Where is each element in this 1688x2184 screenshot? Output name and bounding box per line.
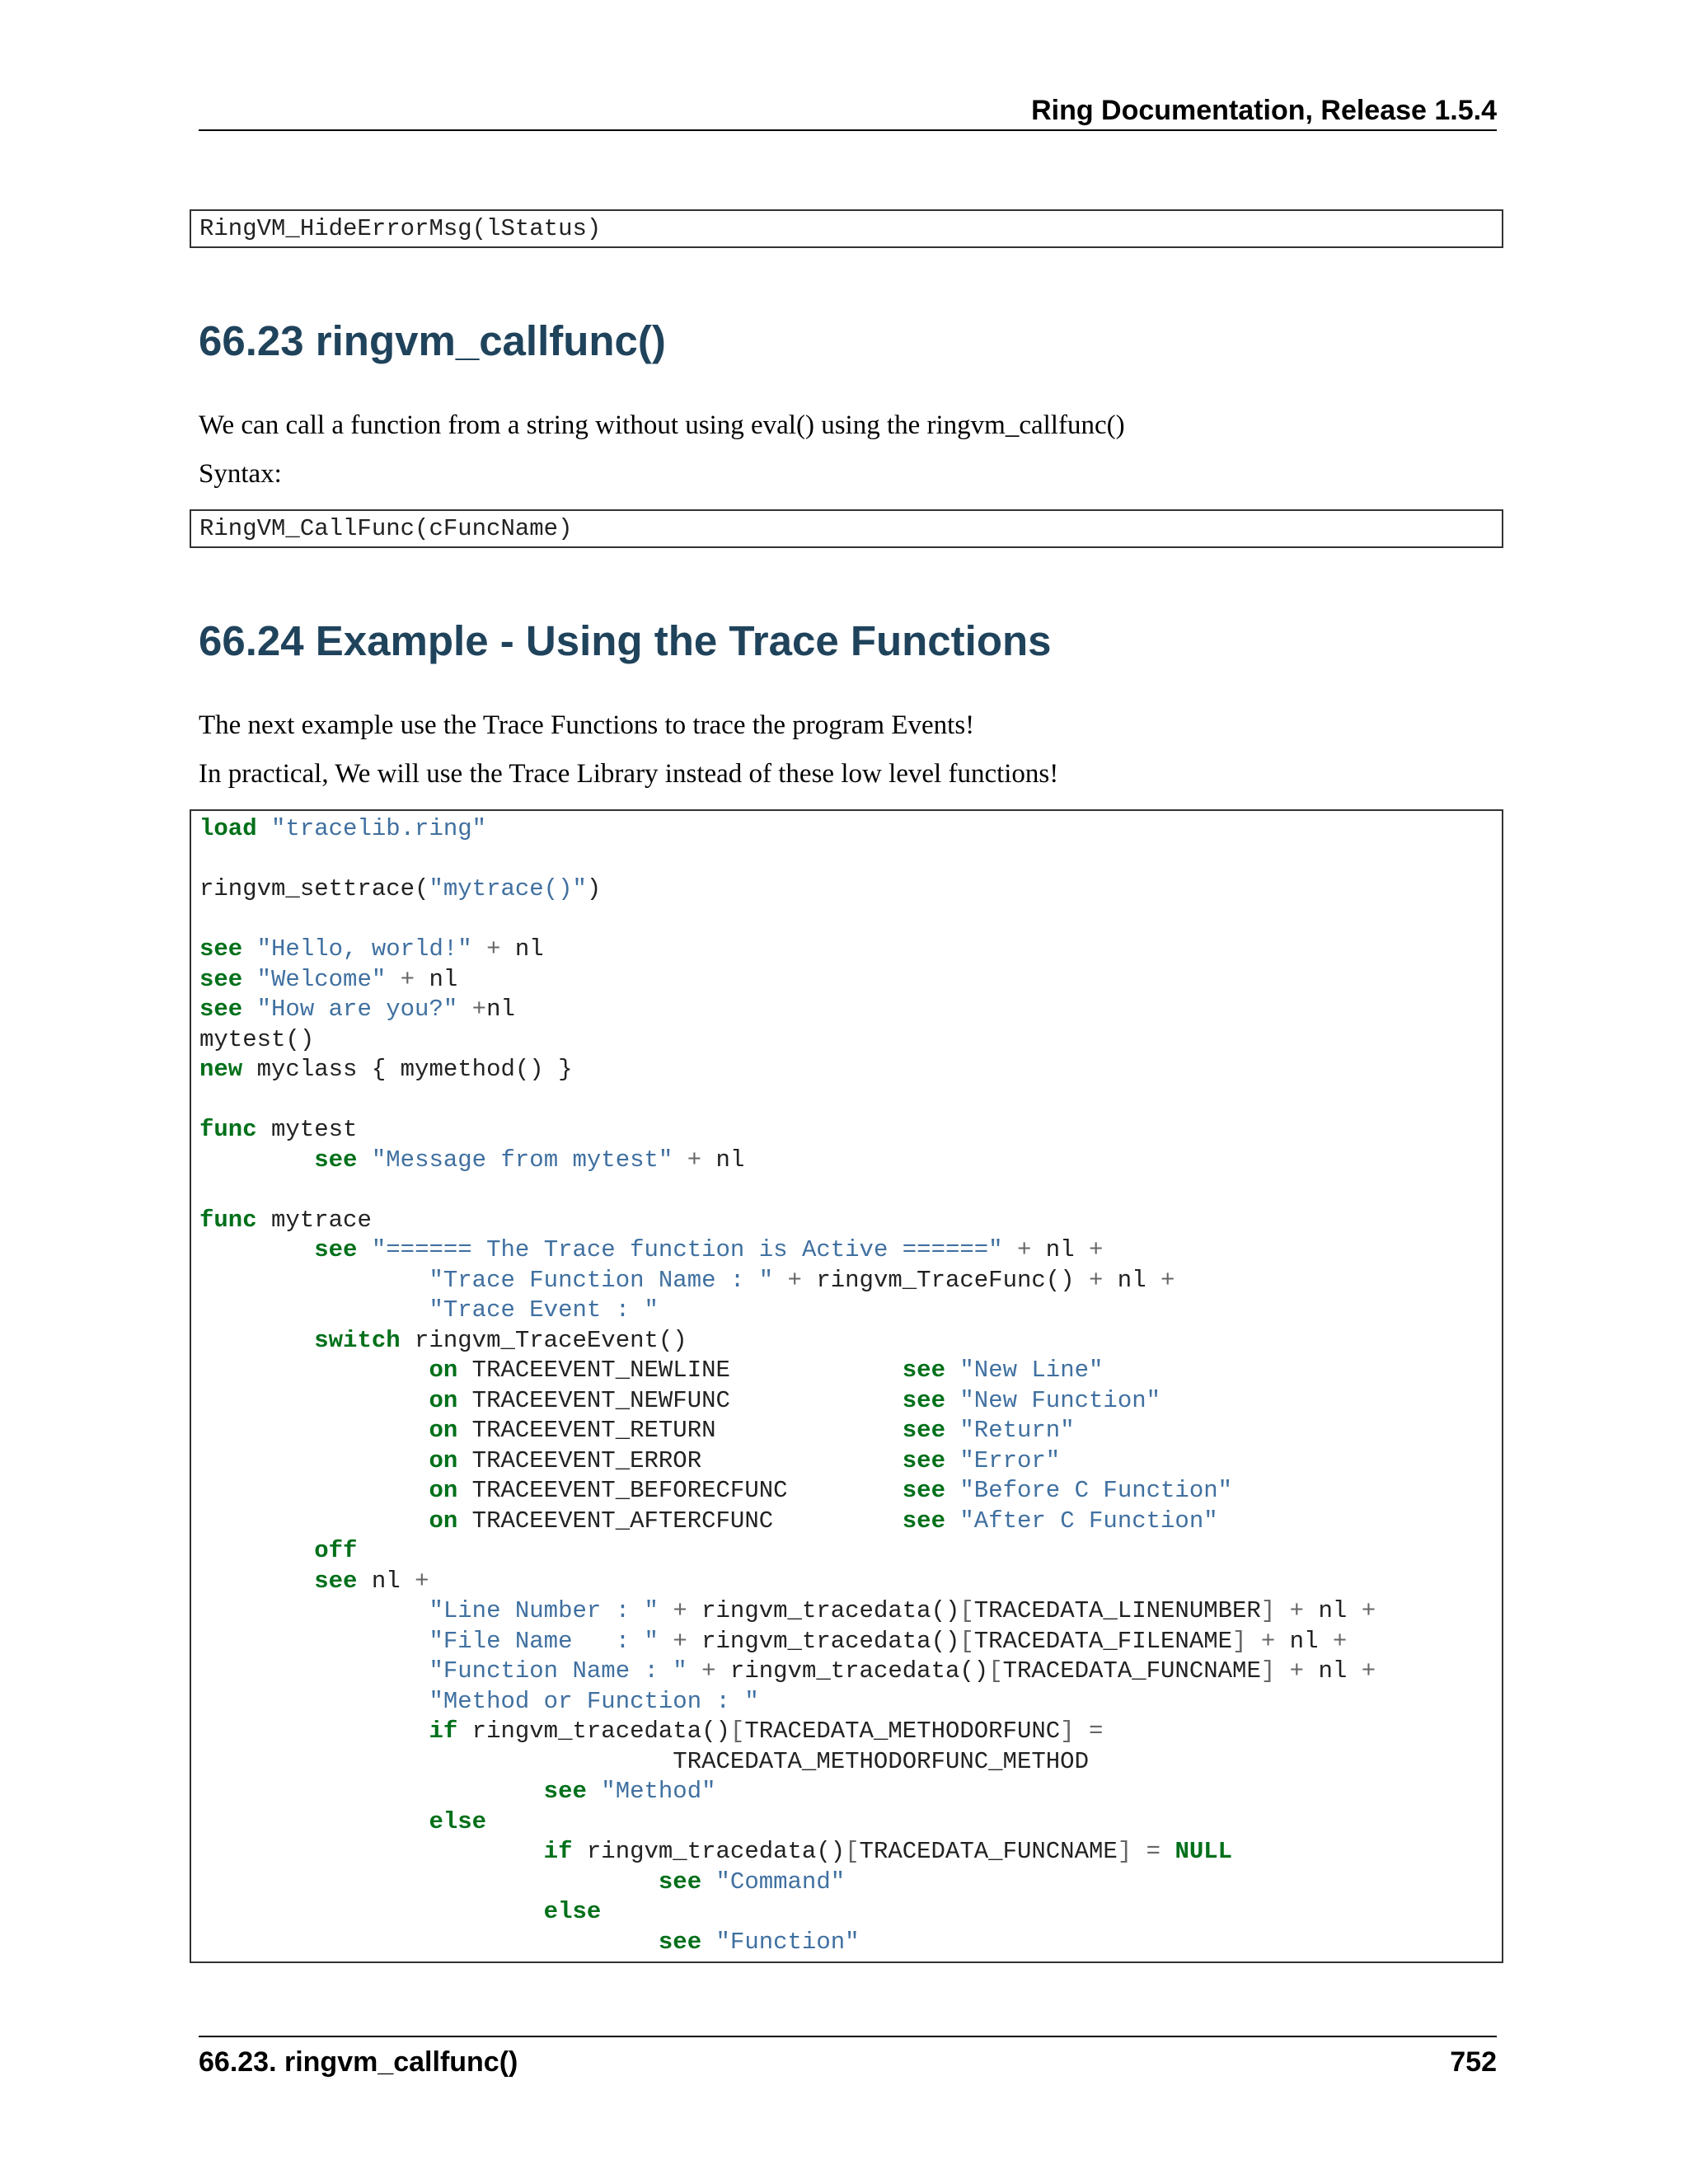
code-block-callfunc-syntax <box>190 509 1503 548</box>
code-text <box>242 966 256 993</box>
code-text <box>199 1657 429 1685</box>
code-line <box>199 1717 1493 1747</box>
code-keyword: see <box>902 1357 945 1384</box>
code-line <box>199 905 1493 935</box>
code-text <box>945 1447 959 1474</box>
code-string: "Function" <box>715 1928 860 1956</box>
code-text <box>257 815 271 842</box>
code-operator: + <box>1017 1236 1032 1263</box>
code-text: TRACEDATA_METHODORFUNC_METHOD <box>199 1747 1089 1775</box>
code-line <box>199 1507 1493 1537</box>
code-text <box>199 1417 429 1444</box>
code-text <box>701 1868 715 1896</box>
code-keyword: see <box>199 996 243 1023</box>
code-keyword: on <box>429 1477 458 1504</box>
code-string: "After C Function" <box>959 1507 1218 1535</box>
code-text: nl <box>1103 1266 1161 1294</box>
code-text <box>472 935 486 963</box>
code-text <box>1003 1236 1017 1263</box>
code-text <box>357 1146 371 1174</box>
code-text: ringvm_TraceEvent() <box>400 1326 687 1354</box>
paragraph-callfunc-intro: We can call a function from a string without using eval() using the ringvm_callfunc() <box>199 410 1125 440</box>
code-operator: [ <box>729 1718 745 1745</box>
code-operator: = <box>1146 1838 1161 1865</box>
code-keyword: switch <box>314 1326 401 1354</box>
code-block-trace-example <box>190 809 1503 1963</box>
code-text <box>1275 1597 1289 1624</box>
code-text: ringvm_tracedata() <box>687 1627 960 1655</box>
code-operator: ] <box>1060 1718 1075 1745</box>
code-text <box>701 1929 715 1956</box>
code-text <box>945 1357 959 1384</box>
code-text <box>945 1387 959 1414</box>
code-operator: + <box>1289 1657 1305 1685</box>
code-text <box>199 1267 429 1294</box>
code-keyword: see <box>314 1567 358 1595</box>
code-text <box>457 996 471 1023</box>
code-text: myclass { mymethod() } <box>242 1056 573 1083</box>
code-text <box>945 1507 959 1535</box>
code-operator: + <box>673 1627 687 1655</box>
code-text <box>1132 1838 1146 1865</box>
code-line <box>199 1446 1493 1477</box>
code-operator: + <box>471 996 487 1023</box>
code-text: TRACEDATA_METHODORFUNC <box>744 1718 1061 1745</box>
code-keyword: on <box>429 1446 458 1474</box>
code-text: ringvm_tracedata() <box>457 1718 730 1745</box>
code-text <box>199 1236 314 1263</box>
code-text <box>687 1657 701 1685</box>
code-text: ) <box>586 875 602 902</box>
code-line <box>199 1868 1493 1898</box>
code-text <box>199 1838 544 1865</box>
code-line <box>199 965 1493 996</box>
code-text <box>199 1146 314 1174</box>
code-string: "Method" <box>601 1778 716 1805</box>
code-operator: + <box>1089 1236 1104 1263</box>
code-text: TRACEDATA_LINENUMBER <box>973 1597 1261 1624</box>
code-text: TRACEEVENT_NEWLINE <box>457 1357 903 1384</box>
code-keyword: func <box>199 1116 257 1143</box>
code-operator: + <box>701 1657 716 1685</box>
code-text <box>587 1778 601 1805</box>
code-operator: ] <box>1117 1838 1132 1865</box>
code-text <box>199 1898 544 1925</box>
code-text: ringvm_tracedata() <box>715 1657 989 1685</box>
header-rule <box>199 129 1497 131</box>
code-line <box>199 935 1493 965</box>
code-operator: = <box>1089 1718 1104 1745</box>
code-text <box>242 935 256 963</box>
code-operator: + <box>1089 1266 1104 1294</box>
code-string: "Trace Event : " <box>429 1296 659 1324</box>
code-line <box>199 1175 1493 1206</box>
code-text <box>199 1929 659 1956</box>
code-line <box>199 1928 1493 1958</box>
code-line <box>199 1416 1493 1446</box>
code-string: "tracelib.ring" <box>271 815 487 842</box>
code-string: "New Function" <box>959 1386 1161 1414</box>
code-string: "Return" <box>959 1417 1075 1444</box>
code-text <box>945 1477 959 1504</box>
paragraph-example-intro: The next example use the Trace Functions to trace the program Events! <box>199 710 975 740</box>
code-keyword: see <box>658 1928 702 1956</box>
code-text <box>199 1507 429 1535</box>
code-string: "How are you?" <box>256 996 458 1023</box>
section-heading-ringvm-callfunc: 66.23 ringvm_callfunc() <box>199 317 666 364</box>
code-text: TRACEDATA_FUNCNAME <box>1002 1657 1261 1685</box>
code-keyword: see <box>902 1417 945 1444</box>
code-keyword: else <box>429 1807 487 1835</box>
footer-page-number: 752 <box>1450 2046 1497 2078</box>
code-line <box>199 1326 1493 1357</box>
code-text <box>199 1597 429 1624</box>
code-keyword: see <box>902 1386 945 1414</box>
code-text <box>945 1417 959 1444</box>
code-keyword: see <box>199 965 243 993</box>
code-line <box>199 1596 1493 1627</box>
code-keyword: off <box>314 1537 358 1564</box>
code-text: nl <box>1304 1657 1362 1685</box>
code-keyword: new <box>199 1056 243 1083</box>
code-line <box>199 1235 1493 1266</box>
code-text <box>357 1236 371 1263</box>
code-text: nl <box>1275 1627 1333 1655</box>
code-string: "Function Name : " <box>429 1657 687 1685</box>
code-keyword: see <box>543 1778 587 1805</box>
code-text <box>199 1296 429 1324</box>
code-line <box>199 1356 1493 1386</box>
code-operator: + <box>400 965 415 993</box>
code-line <box>199 1777 1493 1807</box>
running-header: Ring Documentation, Release 1.5.4 <box>1031 95 1497 126</box>
code-operator: + <box>687 1146 702 1174</box>
code-text: TRACEEVENT_NEWFUNC <box>457 1386 903 1414</box>
code-operator: + <box>1289 1597 1305 1624</box>
code-text <box>199 1688 429 1715</box>
code-operator: + <box>1332 1627 1348 1655</box>
code-line <box>199 1536 1493 1567</box>
code-line <box>199 1687 1493 1718</box>
code-text: TRACEDATA_FUNCNAME <box>859 1838 1118 1865</box>
code-operator: + <box>787 1266 802 1294</box>
code-text <box>199 1537 314 1564</box>
code-keyword: see <box>314 1236 358 1263</box>
code-line <box>199 1897 1493 1928</box>
code-keyword: see <box>902 1446 945 1474</box>
code-string: "Command" <box>715 1868 846 1896</box>
paragraph-syntax-label: Syntax: <box>199 459 282 489</box>
code-text <box>199 1718 429 1745</box>
code-string: "New Line" <box>959 1357 1104 1384</box>
code-operator: [ <box>988 1657 1003 1685</box>
code-text: TRACEEVENT_RETURN <box>457 1417 903 1444</box>
code-text <box>659 1628 673 1655</box>
code-line <box>199 845 1493 875</box>
code-operator: [ <box>959 1597 974 1624</box>
code-text <box>199 1568 314 1595</box>
code-text <box>1160 1838 1175 1865</box>
code-string: "Line Number : " <box>429 1597 659 1624</box>
code-text <box>1275 1657 1289 1685</box>
code-line <box>199 1025 1493 1056</box>
code-operator: ] <box>1232 1627 1247 1655</box>
code-text <box>199 1387 429 1414</box>
code-text: ringvm_TraceFunc() <box>801 1266 1089 1294</box>
code-keyword: func <box>199 1206 257 1234</box>
code-string: "====== The Trace function is Active ======" <box>371 1236 1003 1263</box>
code-text <box>199 1808 429 1835</box>
code-operator: + <box>1361 1657 1376 1685</box>
code-keyword: on <box>429 1507 458 1535</box>
code-string: "Welcome" <box>256 965 387 993</box>
code-operator: + <box>1160 1266 1175 1294</box>
code-line <box>199 995 1493 1025</box>
code-line: RingVM_CallFunc(cFuncName) <box>199 515 573 542</box>
code-text: nl <box>486 996 515 1023</box>
code-operator: + <box>673 1597 687 1624</box>
code-keyword: see <box>902 1477 945 1504</box>
code-keyword: see <box>902 1507 945 1535</box>
code-line <box>199 1206 1493 1236</box>
code-line <box>199 1085 1493 1116</box>
code-text <box>386 966 400 993</box>
code-text: ringvm_tracedata() <box>572 1838 846 1865</box>
code-text <box>242 996 256 1023</box>
code-text: mytest <box>256 1116 358 1143</box>
code-text: TRACEEVENT_BEFORECFUNC <box>457 1477 903 1504</box>
code-line <box>199 874 1493 905</box>
code-keyword: else <box>543 1898 602 1925</box>
code-text: mytrace <box>256 1206 372 1234</box>
code-text <box>659 1597 673 1624</box>
code-string: "Error" <box>959 1446 1061 1474</box>
code-text <box>199 1778 544 1805</box>
code-text: mytest() <box>199 1025 315 1053</box>
code-text: nl <box>1304 1597 1362 1624</box>
code-line <box>199 1627 1493 1657</box>
code-text <box>1246 1628 1260 1655</box>
code-line <box>199 814 1493 845</box>
code-operator: + <box>1260 1627 1276 1655</box>
code-string: "Method or Function : " <box>429 1687 759 1715</box>
code-text: nl <box>357 1567 415 1595</box>
code-line <box>199 1055 1493 1085</box>
code-text: TRACEEVENT_ERROR <box>457 1446 903 1474</box>
code-line <box>199 1807 1493 1838</box>
footer-rule <box>199 2036 1497 2037</box>
code-line <box>199 1837 1493 1868</box>
code-line <box>199 1747 1493 1778</box>
section-heading-trace-example: 66.24 Example - Using the Trace Functions <box>199 617 1052 664</box>
code-keyword: load <box>199 815 257 842</box>
code-text <box>773 1267 787 1294</box>
code-keyword: see <box>314 1146 358 1174</box>
code-text <box>199 1477 429 1504</box>
code-text <box>199 1868 659 1896</box>
code-line <box>199 1567 1493 1597</box>
code-keyword: if <box>543 1838 573 1865</box>
code-keyword: see <box>658 1868 702 1896</box>
code-text <box>199 1628 429 1655</box>
code-string: "File Name : " <box>429 1627 659 1655</box>
code-keyword: see <box>199 935 243 963</box>
footer-section-title: 66.23. ringvm_callfunc() <box>199 2046 518 2078</box>
code-keyword: on <box>429 1386 458 1414</box>
code-text: TRACEDATA_FILENAME <box>973 1627 1233 1655</box>
code-line <box>199 1146 1493 1176</box>
code-line <box>199 1476 1493 1507</box>
code-line <box>199 1266 1493 1296</box>
code-text <box>199 1357 429 1384</box>
code-operator: ] <box>1260 1657 1276 1685</box>
code-keyword: on <box>429 1357 458 1384</box>
code-line <box>199 1657 1493 1687</box>
code-text <box>199 1327 314 1354</box>
code-operator: [ <box>959 1627 974 1655</box>
code-string: "Before C Function" <box>959 1477 1233 1504</box>
code-string: "Trace Function Name : " <box>429 1266 774 1294</box>
code-keyword: NULL <box>1175 1838 1233 1865</box>
paragraph-trace-library-note: In practical, We will use the Trace Library instead of these low level functions! <box>199 759 1059 789</box>
code-text: TRACEEVENT_AFTERCFUNC <box>457 1507 903 1535</box>
code-text <box>1075 1718 1089 1745</box>
code-text: ringvm_settrace( <box>199 875 429 902</box>
code-string: "Hello, world!" <box>256 935 472 963</box>
code-operator: + <box>415 1567 429 1595</box>
code-line <box>199 1115 1493 1146</box>
code-text <box>673 1146 687 1174</box>
code-string: "Message from mytest" <box>371 1146 673 1174</box>
code-line: RingVM_HideErrorMsg(lStatus) <box>199 215 602 242</box>
code-operator: [ <box>845 1838 860 1865</box>
code-text: nl <box>500 935 544 963</box>
code-operator: + <box>1361 1597 1376 1624</box>
code-text: nl <box>1031 1236 1090 1263</box>
code-operator: ] <box>1260 1597 1276 1624</box>
code-operator: + <box>486 935 501 963</box>
code-keyword: on <box>429 1417 458 1444</box>
code-string: "mytrace()" <box>429 875 587 902</box>
code-line <box>199 1386 1493 1417</box>
code-block-hide-error-msg <box>190 209 1503 248</box>
code-text: ringvm_tracedata() <box>687 1597 960 1624</box>
code-keyword: if <box>429 1718 458 1745</box>
code-text: nl <box>415 965 458 993</box>
code-text: nl <box>701 1146 745 1174</box>
code-line <box>199 1296 1493 1326</box>
code-text <box>199 1447 429 1474</box>
